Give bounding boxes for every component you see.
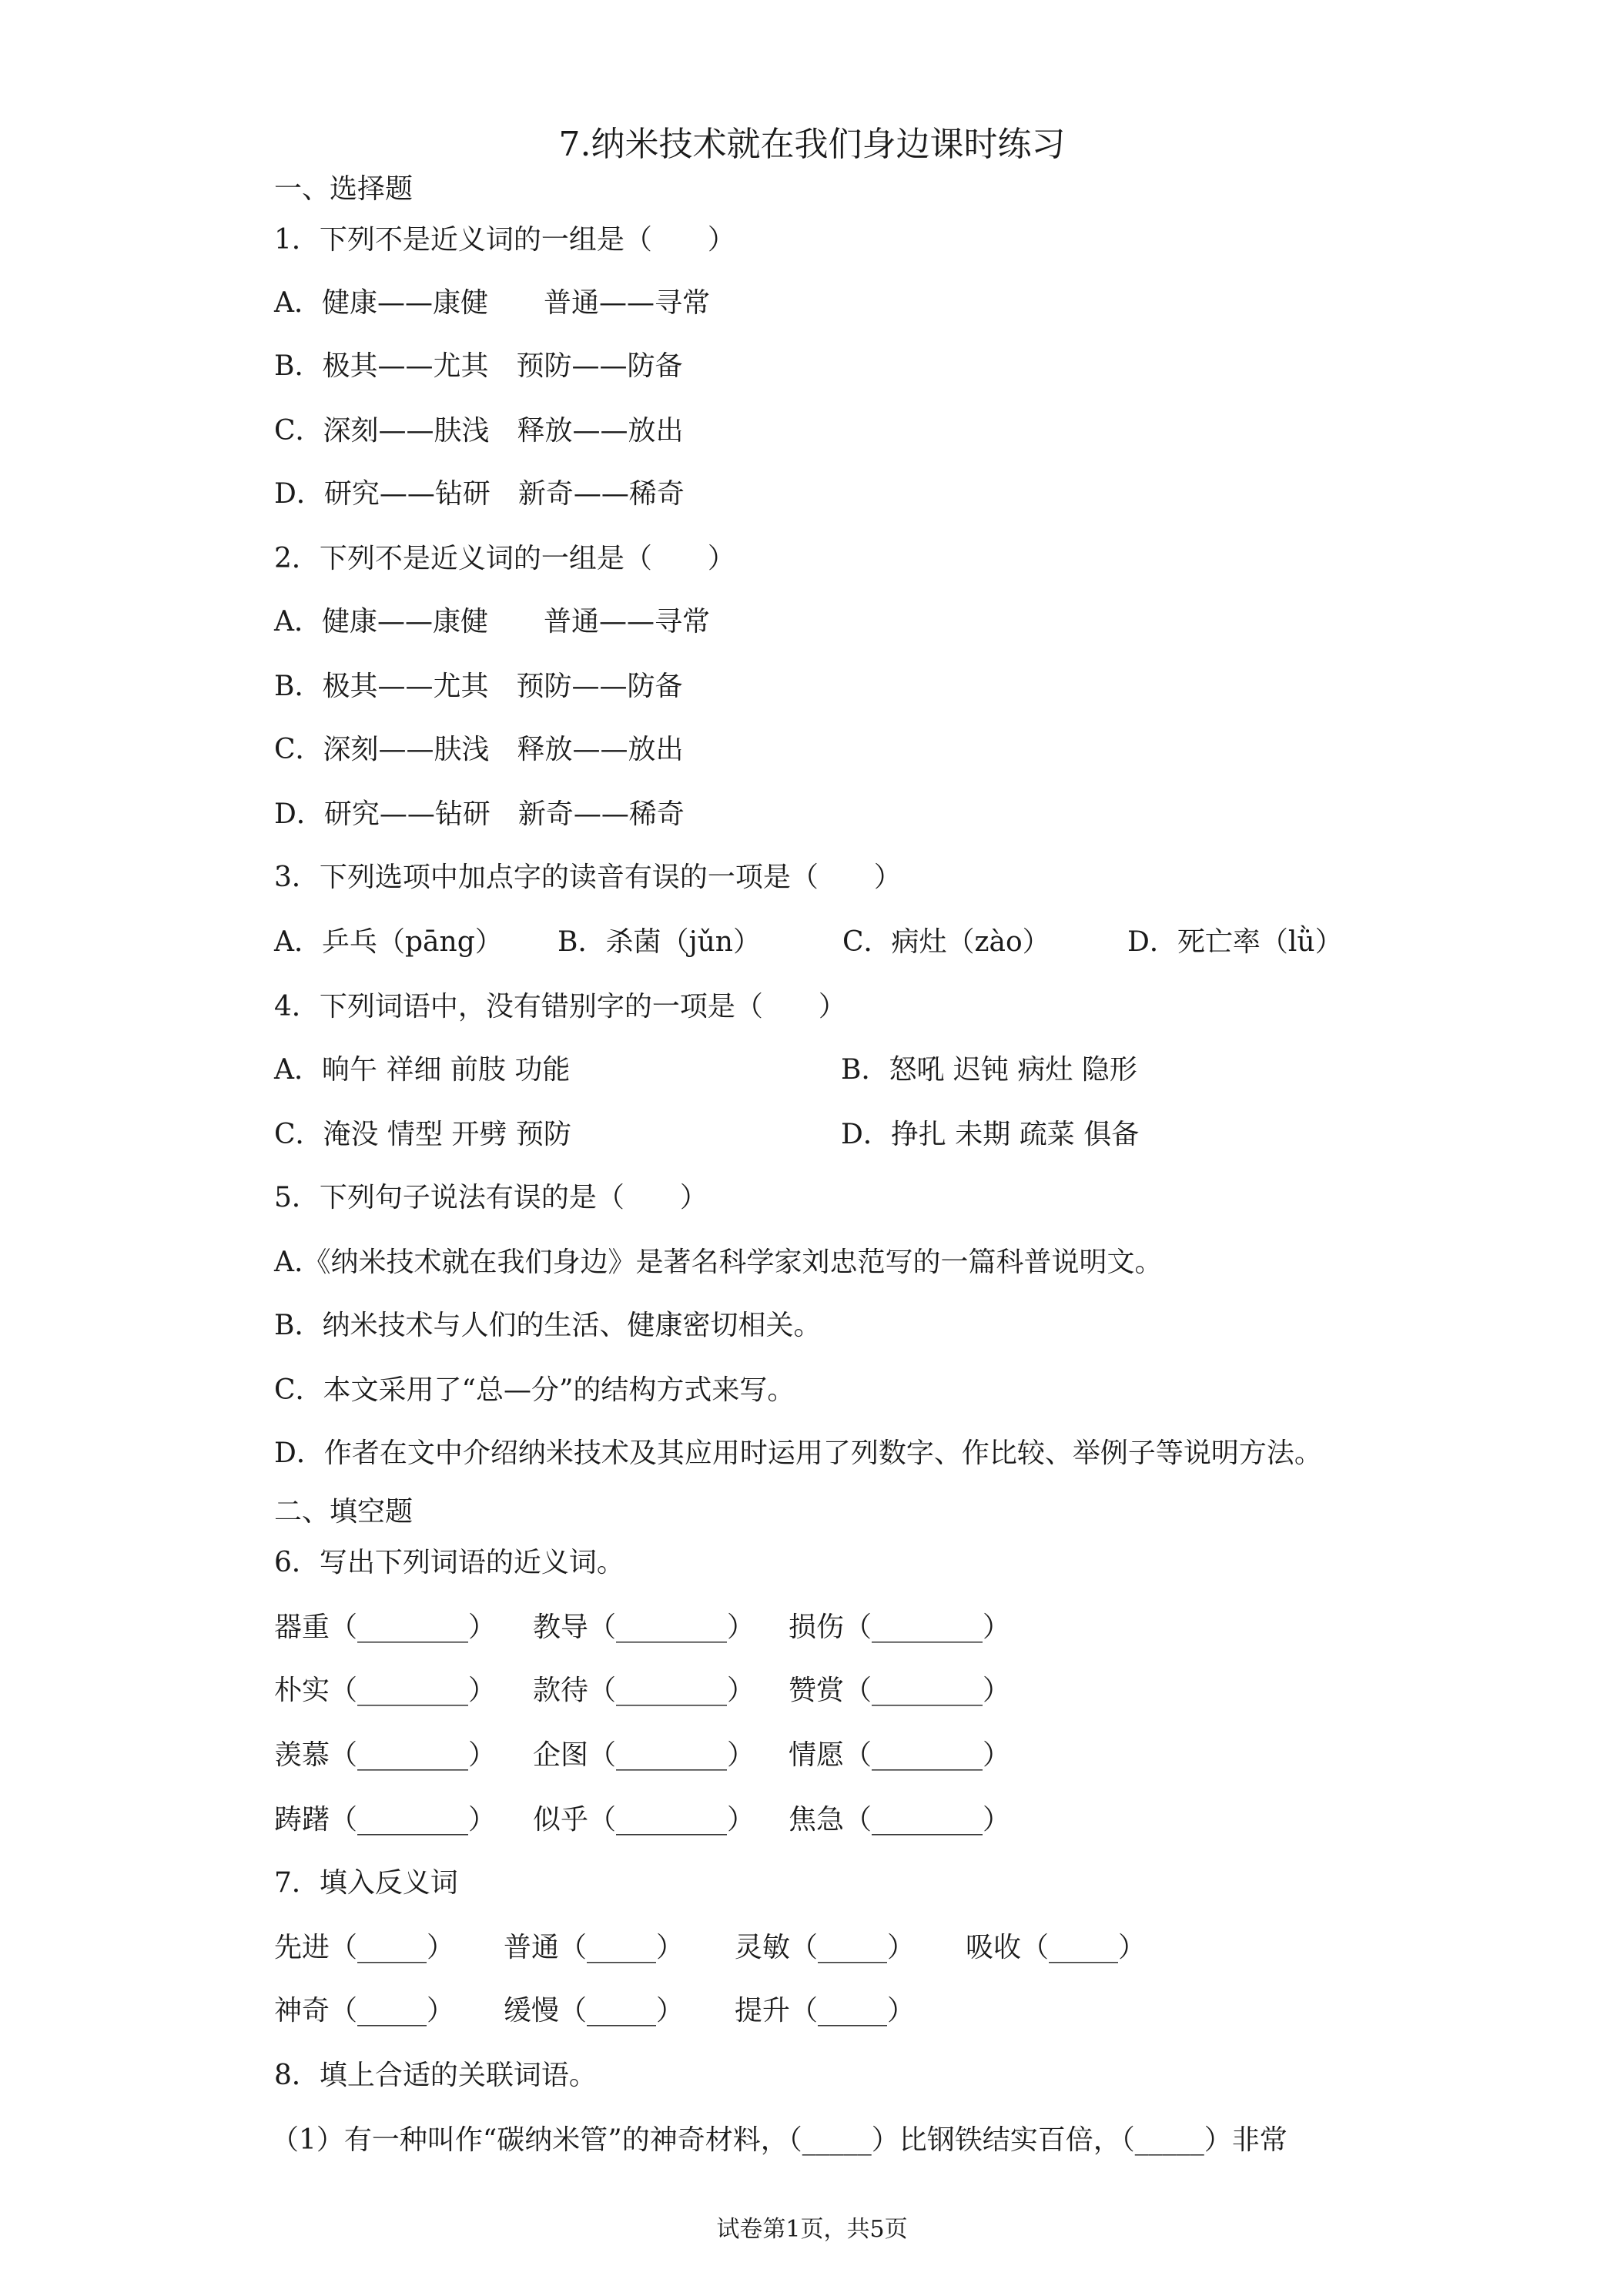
synonym-blank: 赞赏（________）	[789, 1675, 1011, 1706]
synonym-blank: 企图（________）	[533, 1739, 755, 1771]
synonym-blank: 踌躇（________）	[274, 1804, 497, 1836]
question-3-option-a: A．乒乓（pāng）	[274, 926, 503, 958]
synonym-blank: 损伤（________）	[789, 1612, 1011, 1643]
synonym-blank: 器重（________）	[274, 1612, 497, 1643]
question-5-option-a: A.《纳米技术就在我们身边》是著名科学家刘忠范写的一篇科普说明文。	[274, 1247, 1163, 1278]
synonym-blank: 羡慕（________）	[274, 1739, 497, 1771]
synonym-blank: 朴实（________）	[274, 1675, 497, 1706]
section-heading-fill: 二、填空题	[274, 1496, 414, 1528]
question-3-stem: 3．下列选项中加点字的读音有误的一项是（ ）	[274, 862, 902, 893]
antonym-blank: 提升（_____）	[735, 1995, 916, 2027]
question-2-option-a: A．健康——康健 普通——寻常	[274, 606, 710, 638]
synonym-blank: 情愿（________）	[789, 1739, 1011, 1771]
question-5-option-d: D．作者在文中介绍纳米技术及其应用时运用了列数字、作比较、举例子等说明方法。	[274, 1438, 1322, 1469]
question-1-option-d: D．研究——钻研 新奇——稀奇	[274, 478, 685, 510]
question-7-stem: 7．填入反义词	[274, 1867, 458, 1899]
question-2-option-c: C．深刻——肤浅 释放——放出	[274, 734, 684, 765]
synonym-blank: 焦急（________）	[789, 1804, 1011, 1836]
page-title: 7.纳米技术就在我们身边课时练习	[558, 125, 1066, 164]
question-2-option-b: B．极其——尤其 预防——防备	[274, 671, 683, 702]
question-6-stem: 6．写出下列词语的近义词。	[274, 1547, 624, 1578]
question-8-stem: 8．填上合适的关联词语。	[274, 2060, 597, 2091]
question-5-stem: 5．下列句子说法有误的是（ ）	[274, 1182, 708, 1213]
question-3-option-d: D．死亡率（lǜ）	[1127, 926, 1343, 958]
page-footer: 试卷第1页，共5页	[716, 2216, 908, 2243]
antonym-blank: 神奇（_____）	[274, 1995, 455, 2027]
question-8-item-1: （1）有一种叫作“碳纳米管”的神奇材料，（_____）比钢铁结实百倍，（_____）非常	[271, 2124, 1287, 2156]
question-4-option-c: C．淹没 情型 开劈 预防	[274, 1119, 571, 1150]
section-heading-choice: 一、选择题	[274, 173, 414, 205]
question-1-stem: 1．下列不是近义词的一组是（ ）	[274, 224, 735, 256]
question-1-option-a: A．健康——康健 普通——寻常	[274, 287, 710, 319]
question-4-stem: 4．下列词语中，没有错别字的一项是（ ）	[274, 991, 846, 1022]
antonym-blank: 灵敏（_____）	[735, 1932, 916, 1963]
antonym-blank: 吸收（_____）	[966, 1932, 1147, 1963]
question-4-option-a: A．晌午 祥细 前肢 功能	[274, 1054, 571, 1086]
synonym-blank: 教导（________）	[533, 1612, 755, 1643]
question-2-option-d: D．研究——钻研 新奇——稀奇	[274, 798, 685, 830]
question-1-option-b: B．极其——尤其 预防——防备	[274, 350, 683, 382]
question-1-option-c: C．深刻——肤浅 释放——放出	[274, 415, 684, 447]
question-5-option-b: B．纳米技术与人们的生活、健康密切相关。	[274, 1310, 822, 1341]
question-4-option-d: D．挣扎 未期 疏菜 俱备	[841, 1119, 1140, 1150]
synonym-blank: 款待（________）	[533, 1675, 755, 1706]
question-2-stem: 2．下列不是近义词的一组是（ ）	[274, 543, 735, 574]
antonym-blank: 普通（_____）	[504, 1932, 685, 1963]
antonym-blank: 缓慢（_____）	[504, 1995, 685, 2027]
question-4-option-b: B．怒吼 迟钝 病灶 隐形	[841, 1054, 1137, 1086]
question-3-option-b: B．杀菌（jǔn）	[558, 926, 761, 958]
synonym-blank: 似乎（________）	[533, 1804, 755, 1836]
question-5-option-c: C．本文采用了“总—分”的结构方式来写。	[274, 1374, 795, 1406]
question-3-option-c: C．病灶（zào）	[842, 926, 1050, 958]
antonym-blank: 先进（_____）	[274, 1932, 455, 1963]
